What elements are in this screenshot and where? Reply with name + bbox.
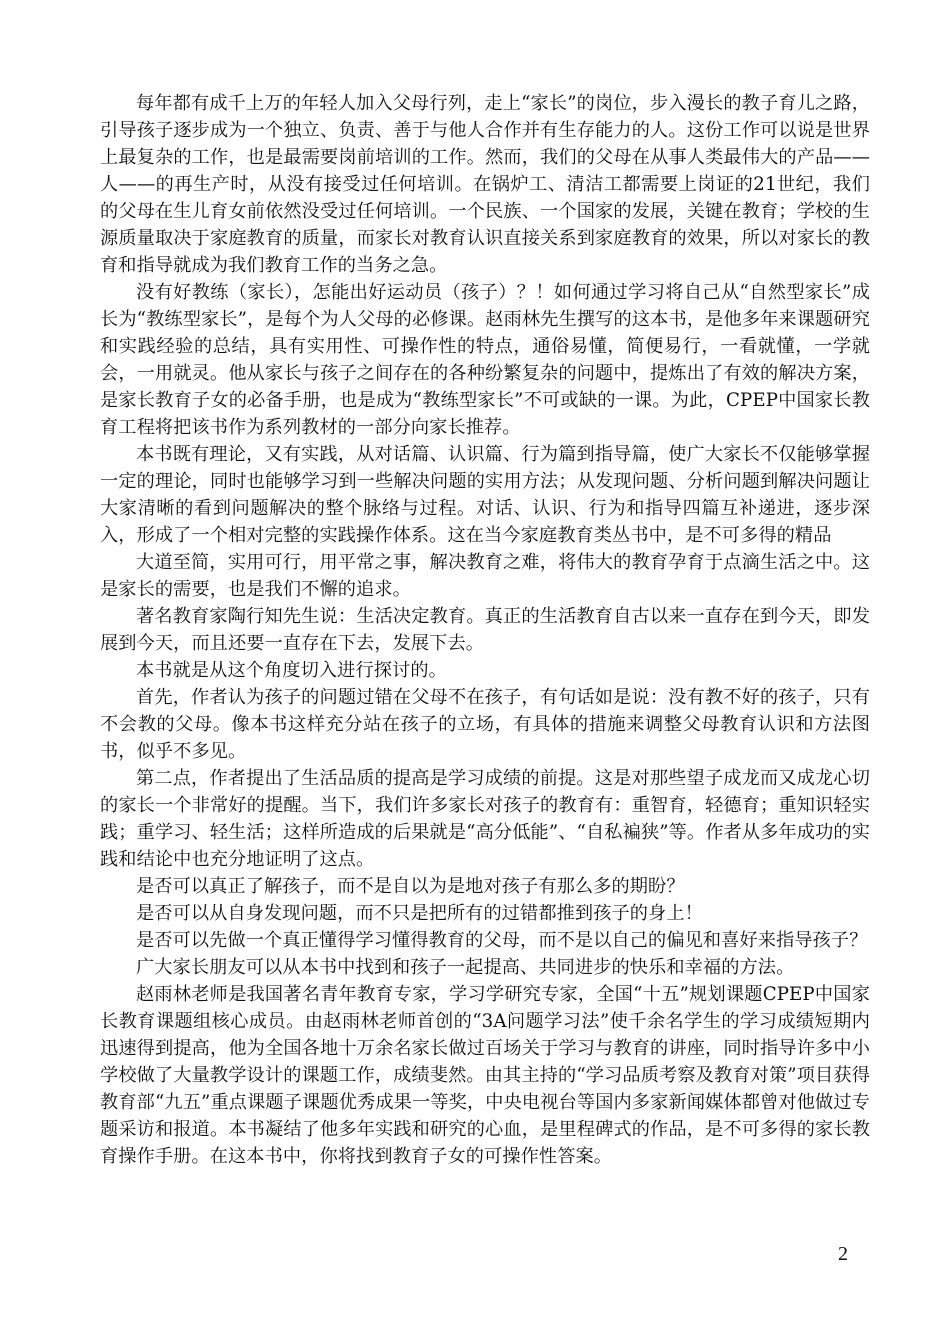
paragraph-first-point: 首先，作者认为孩子的问题过错在父母不在孩子，有句话如是说：没有教不好的孩子，只有不会教的父母。像本书这样充分站在孩子的立场，有具体的措施来调整父母教育认识和方法图书，似乎不多见。 bbox=[100, 687, 870, 762]
paragraph-intro: 每年都有成千上万的年轻人加入父母行列，走上“家长”的岗位，步入漫长的教子育儿之路，引导孩子逐步成为一个独立、负责、善于与他人合作并有生存能力的人。这份工作可以说是世界上最复杂的工作，也是最需要岗前培训的工作。然而，我们的父母在从事人类最伟大的产品——人——的再生产时，从没有接受过任何培训。在锅炉工、清洁工都需要上岗证的21世纪，我们的父母在生儿育女前依然没受过任何培训。一个民族、一个国家的发展，关键在教育；学校的生源质量取决于家庭教育的质量，而家长对教育认识直接关系到家庭教育的效果，所以对家长的教育和指导就成为我们教育工作的当务之急。 bbox=[100, 93, 870, 276]
paragraph-theory-practice: 本书既有理论，又有实践，从对话篇、认识篇、行为篇到指导篇，使广大家长不仅能够掌握一定的理论，同时也能够学习到一些解决问题的实用方法；从发现问题、分析问题到解决问题让大家清晰的看到问题解决的整个脉络与过程。对话、认识、行为和指导四篇互补递进，逐步深入，形成了一个相对完整的实践操作体系。这在当今家庭教育类丛书中，是不可多得的精品 bbox=[100, 444, 870, 546]
paragraph-coach-parents: 没有好教练（家长），怎能出好运动员（孩子）？！如何通过学习将自己从“自然型家长”成长为“教练型家长”，是每个为人父母的必修课。赵雨林先生撰写的这本书，是他多年来课题研究和实践经验的总结，具有实用性、可操作性的特点，通俗易懂，简便易行，一看就懂，一学就会，一用就灵。他从家长与孩子之间存在的各种纷繁复杂的问题中，提炼出了有效的解决方案，是家长教育子女的必备手册，也是成为“教练型家长”不可或缺的一课。为此，CPEP中国家长教育工程将把该书作为系列教材的一部分向家长推荐。 bbox=[100, 282, 870, 438]
paragraph-question-3: 是否可以先做一个真正懂得学习懂得教育的父母，而不是以自己的偏见和喜好来指导孩子？ bbox=[136, 930, 868, 951]
paragraph-simplicity: 大道至简，实用可行，用平常之事，解决教育之难，将伟大的教育孕育于点滴生活之中。这是家长的需要，也是我们不懈的追求。 bbox=[100, 552, 870, 600]
document-body bbox=[100, 90, 870, 1170]
paragraph-author-bio: 赵雨林老师是我国著名青年教育专家，学习学研究专家，全国“十五”规划课题CPEP中国家长教育课题组核心成员。由赵雨林老师首创的“3A问题学习法”使千余名学生的学习成绩短期内迅速得到提高，他为全国各地十万余名家长做过百场关于学习与教育的讲座，同时指导许多中小学校做了大量教学设计的课题工作，成绩斐然。由其主持的“学习品质考察及教育对策”项目获得教育部“九五”重点课题子课题优秀成果一等奖，中央电视台等国内多家新闻媒体都曾对他做过专题采访和报道。本书凝结了他多年实践和研究的心血，是里程碑式的作品，是不可多得的家长教育操作手册。在这本书中，你将找到教育子女的可操作性答案。 bbox=[100, 984, 870, 1167]
paragraph-parents-method: 广大家长朋友可以从本书中找到和孩子一起提高、共同进步的快乐和幸福的方法。 bbox=[136, 957, 795, 978]
paragraph-question-1: 是否可以真正了解孩子，而不是自以为是地对孩子有那么多的期盼？ bbox=[136, 876, 685, 897]
page-number: 2 bbox=[838, 1243, 848, 1265]
paragraph-angle: 本书就是从这个角度切入进行探讨的。 bbox=[136, 660, 447, 681]
paragraph-question-2: 是否可以从自身发现问题，而不只是把所有的过错都推到孩子的身上！ bbox=[136, 903, 703, 924]
paragraph-tao-xingzhi: 著名教育家陶行知先生说：生活决定教育。真正的生活教育自古以来一直存在到今天，即发展到今天，而且还要一直存在下去，发展下去。 bbox=[100, 606, 870, 654]
paragraph-second-point: 第二点，作者提出了生活品质的提高是学习成绩的前提。这是对那些望子成龙而又成龙心切的家长一个非常好的提醒。当下，我们许多家长对孩子的教育有：重智育，轻德育；重知识轻实践；重学习、轻生活；这样所造成的后果就是“高分低能”、“自私褊狭”等。作者从多年成功的实践和结论中也充分地证明了这点。 bbox=[100, 768, 870, 870]
